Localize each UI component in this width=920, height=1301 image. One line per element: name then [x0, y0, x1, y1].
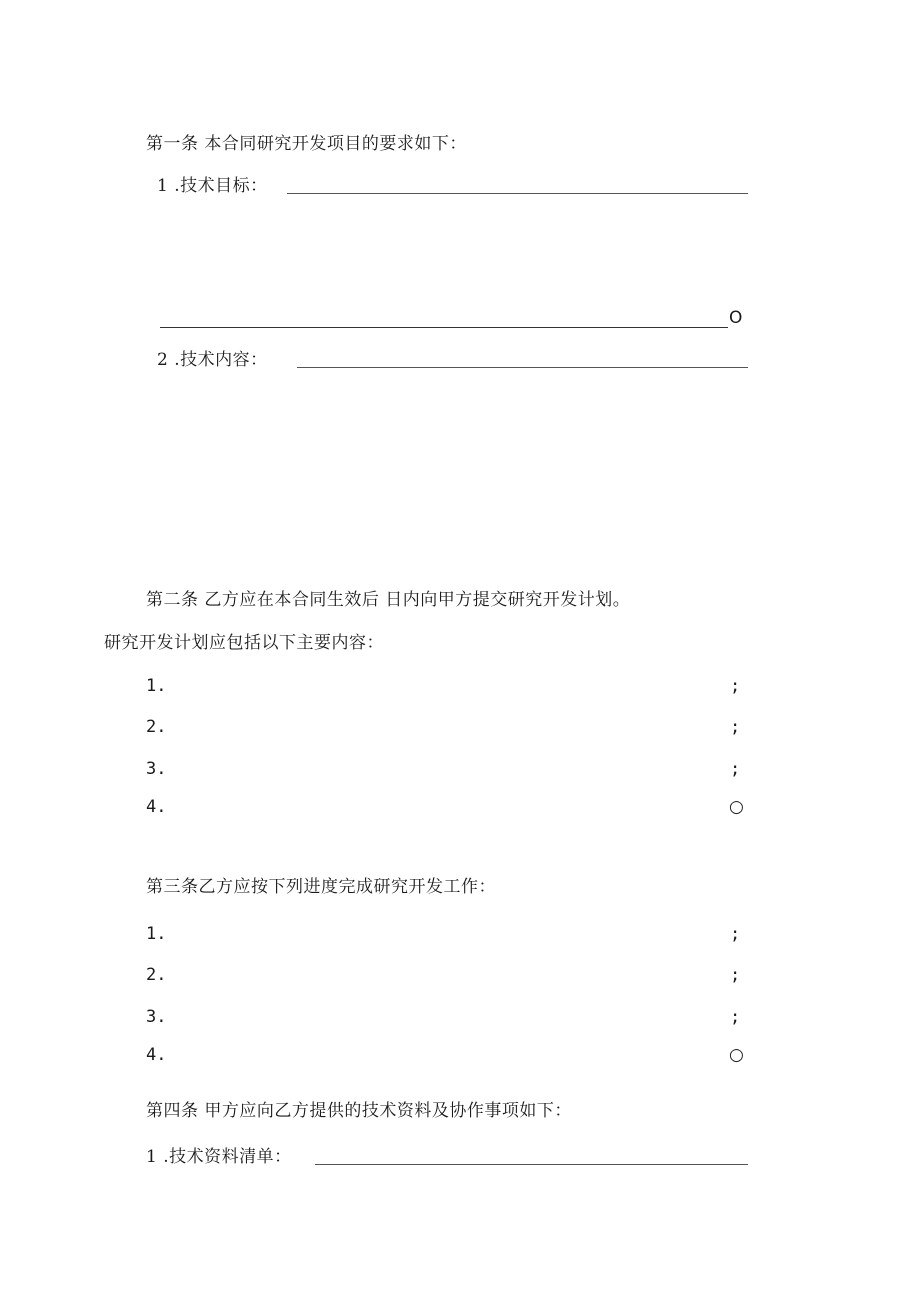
article-1-item-1-end-mark: O [729, 308, 743, 328]
article-3-item-3-number: 3. [146, 1007, 167, 1027]
article-1-item-1-label: 1 .技术目标： [157, 176, 268, 196]
article-2-item-4-number: 4. [146, 797, 167, 817]
article-3-item-2-number: 2. [146, 965, 167, 985]
article-3-item-3-end: ; [730, 1007, 741, 1027]
article-2-item-2-end: ; [730, 717, 741, 737]
article-4-heading: 第四条 甲方应向乙方提供的技术资料及协作事项如下： [146, 1101, 572, 1121]
article-4-item-1-label: 1 .技术资料清单： [146, 1147, 292, 1167]
article-2-item-3-number: 3. [146, 759, 167, 779]
article-1-item-1-blank [287, 193, 748, 194]
article-1-item-2-blank [297, 367, 748, 368]
article-2-heading: 第二条 乙方应在本合同生效后 日内向甲方提交研究开发计划。 [146, 590, 631, 610]
article-2-subheading: 研究开发计划应包括以下主要内容： [104, 633, 384, 653]
article-1-heading: 第一条 本合同研究开发项目的要求如下： [146, 134, 467, 154]
article-3-item-1-number: 1. [146, 924, 167, 944]
article-1-item-1-continuation-blank [160, 327, 728, 328]
article-2-item-2-number: 2. [146, 717, 167, 737]
article-2-item-1-number: 1. [146, 676, 167, 696]
article-2-item-1-end: ; [730, 676, 741, 696]
article-1-item-2-label: 2 .技术内容： [157, 350, 268, 370]
article-3-item-1-end: ; [730, 924, 741, 944]
article-2-item-4-end: ○ [729, 797, 744, 817]
article-3-heading: 第三条乙方应按下列进度完成研究开发工作： [146, 877, 496, 897]
article-3-item-2-end: ; [730, 965, 741, 985]
article-2-item-3-end: ; [730, 759, 741, 779]
article-4-item-1-blank [315, 1164, 748, 1165]
article-3-item-4-number: 4. [146, 1045, 167, 1065]
article-3-item-4-end: ○ [729, 1045, 744, 1065]
